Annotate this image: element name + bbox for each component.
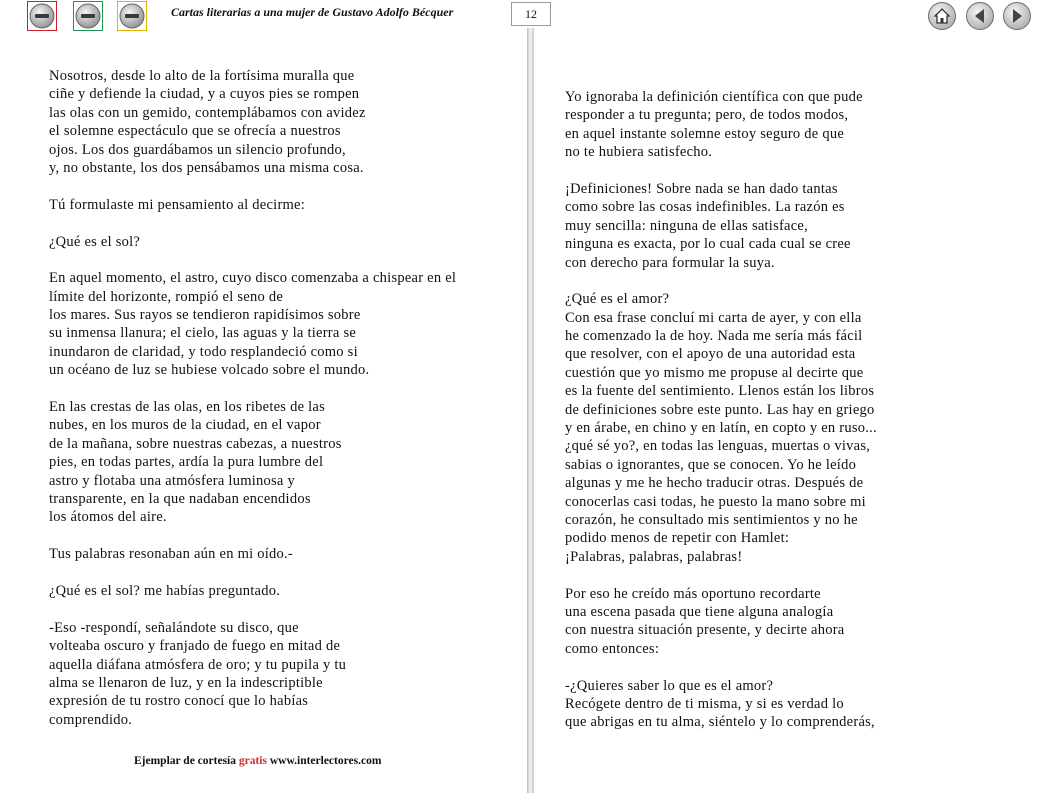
text-line: límite del horizonte, rompió el seno de <box>49 288 284 305</box>
text-line: nubes, en los muros de la ciudad, en el vapor <box>49 417 321 434</box>
home-button[interactable] <box>928 2 956 30</box>
text-line: ¿Qué es el sol? <box>49 233 141 250</box>
text-line: ¡Palabras, palabras, palabras! <box>565 548 743 565</box>
text-line: corazón, he consultado mis sentimientos y no he <box>565 511 858 528</box>
text-line: Con esa frase concluí mi carta de ayer, y con ella <box>565 309 862 326</box>
text-line: como sobre las cosas indefinibles. La razón es <box>565 199 845 216</box>
text-line: ojos. Los dos guardábamos un silencio profundo, <box>49 141 346 158</box>
text-line: ¿qué sé yo?, en todas las lenguas, muertas o vivas, <box>565 438 871 455</box>
text-line: Nosotros, desde lo alto de la fortísima muralla que <box>49 68 355 84</box>
text-line: ninguna es exacta, por lo cual cada cual se cree <box>565 236 851 253</box>
minus-icon <box>29 3 55 29</box>
text-line: no te hubiera satisfecho. <box>565 144 713 161</box>
home-icon <box>933 7 951 25</box>
text-line: alma se llenaron de luz, y en la indescriptible <box>49 674 323 691</box>
text-line: volteaba oscuro y franjado de fuego en mitad de <box>49 638 341 655</box>
text-line: y en árabe, en chino y en latín, en copto y en ruso... <box>565 420 877 437</box>
footer-prefix: Ejemplar de cortesía <box>134 755 236 767</box>
text-line: muy sencilla: ninguna de ellas satisface, <box>565 217 808 234</box>
text-line: de la mañana, sobre nuestras cabezas, a nuestros <box>49 435 342 452</box>
footer-url[interactable]: www.interlectores.com <box>269 755 382 767</box>
text-line: que abrigas en tu alma, siéntelo y lo comprenderás, <box>565 714 875 731</box>
text-line: Por eso he creído más oportuno recordarte <box>565 585 821 602</box>
text-line: y, no obstante, los dos pensábamos una misma cosa. <box>49 159 364 176</box>
text-line: En aquel momento, el astro, cuyo disco comenzaba a chispear en el <box>49 270 457 287</box>
footer-gratis: gratis <box>238 755 267 767</box>
text-line: sabias o ignorantes, que se conocen. Yo he leído <box>565 456 857 473</box>
right-column <box>565 88 877 732</box>
text-line: el solemne espectáculo que se ofrecía a nuestros <box>49 123 341 140</box>
text-line: las olas con un gemido, contemplábamos con avidez <box>49 104 366 121</box>
courtesy-footer <box>134 755 381 767</box>
text-line: En las crestas de las olas, en los ribetes de las <box>49 399 325 416</box>
text-line: ¡Definiciones! Sobre nada se han dado tantas <box>565 180 838 197</box>
text-line: expresión de tu rostro conocí que lo habías <box>49 693 309 710</box>
text-line: responder a tu pregunta; pero, de todos modos, <box>565 107 849 124</box>
text-line: -Eso -respondí, señalándote su disco, que <box>49 619 299 636</box>
text-line: astro y flotaba una atmósfera luminosa y <box>49 472 295 489</box>
text-line: ¿Qué es el amor? <box>565 291 670 308</box>
text-line: cuestión que yo mismo me propuse al decirte que <box>565 364 864 381</box>
text-line: inundaron de claridad, y todo resplandeció como si <box>49 343 358 360</box>
text-line: los mares. Sus rayos se tendieron rapidísimos sobre <box>49 307 361 324</box>
text-line: que resolver, con el apoyo de una autoridad esta <box>565 346 856 363</box>
text-line: Recógete dentro de ti misma, y si es verdad lo <box>565 695 844 712</box>
minus-button-red[interactable] <box>27 1 57 31</box>
text-line: los átomos del aire. <box>49 509 167 526</box>
text-line: ¿Qué es el sol? me habías preguntado. <box>49 582 281 599</box>
text-line: algunas y me he hecho traducir otras. Después de <box>565 475 864 492</box>
text-line: podido menos de repetir con Hamlet: <box>565 530 790 547</box>
text-line: Tú formulaste mi pensamiento al decirme: <box>49 196 306 213</box>
text-line: transparente, en la que nadaban encendidos <box>49 490 311 507</box>
text-line: es la fuente del sentimiento. Llenos están los libros <box>565 383 875 400</box>
text-line: pies, en todas partes, ardía la pura lumbre del <box>49 454 324 471</box>
text-line: una escena pasada que tiene alguna analogía <box>565 603 834 620</box>
text-line: Yo ignoraba la definición científica con que pude <box>565 89 863 105</box>
text-line: un océano de luz se hubiese volcado sobre el mundo. <box>49 362 370 379</box>
minus-icon <box>75 3 101 29</box>
text-line: conocerlas casi todas, he puesto la mano sobre mi <box>565 493 866 510</box>
text-line: Tus palabras resonaban aún en mi oído.- <box>49 546 293 563</box>
text-line: de definiciones sobre este punto. Las hay en griego <box>565 401 875 418</box>
book-title: Cartas literarias a una mujer de Gustavo Adolfo Bécquer <box>171 5 454 19</box>
next-page-button[interactable] <box>1003 2 1031 30</box>
minus-button-green[interactable] <box>73 1 103 31</box>
arrow-left-icon <box>972 7 988 25</box>
minus-icon <box>119 3 145 29</box>
text-line: con derecho para formular la suya. <box>565 254 775 271</box>
text-line: aquella diáfana atmósfera de oro; y tu pupila y tu <box>49 656 347 673</box>
text-line: como entonces: <box>565 640 660 657</box>
text-line: su inmensa llanura; el cielo, las aguas y la tierra se <box>49 325 357 342</box>
text-line: ciñe y defiende la ciudad, y a cuyos pies se rompen <box>49 86 360 103</box>
page-number: 12 <box>511 2 551 26</box>
previous-page-button[interactable] <box>966 2 994 30</box>
arrow-right-icon <box>1009 7 1025 25</box>
text-line: he comenzado la de hoy. Nada me sería más fácil <box>565 328 863 345</box>
text-line: comprendido. <box>49 711 133 728</box>
text-line: en aquel instante solemne estoy seguro de que <box>565 125 845 142</box>
page-divider <box>527 28 534 793</box>
text-line: -¿Quieres saber lo que es el amor? <box>565 677 774 694</box>
left-column <box>49 67 456 729</box>
text-line: con nuestra situación presente, y decirte ahora <box>565 622 845 639</box>
minus-button-yellow[interactable] <box>117 1 147 31</box>
